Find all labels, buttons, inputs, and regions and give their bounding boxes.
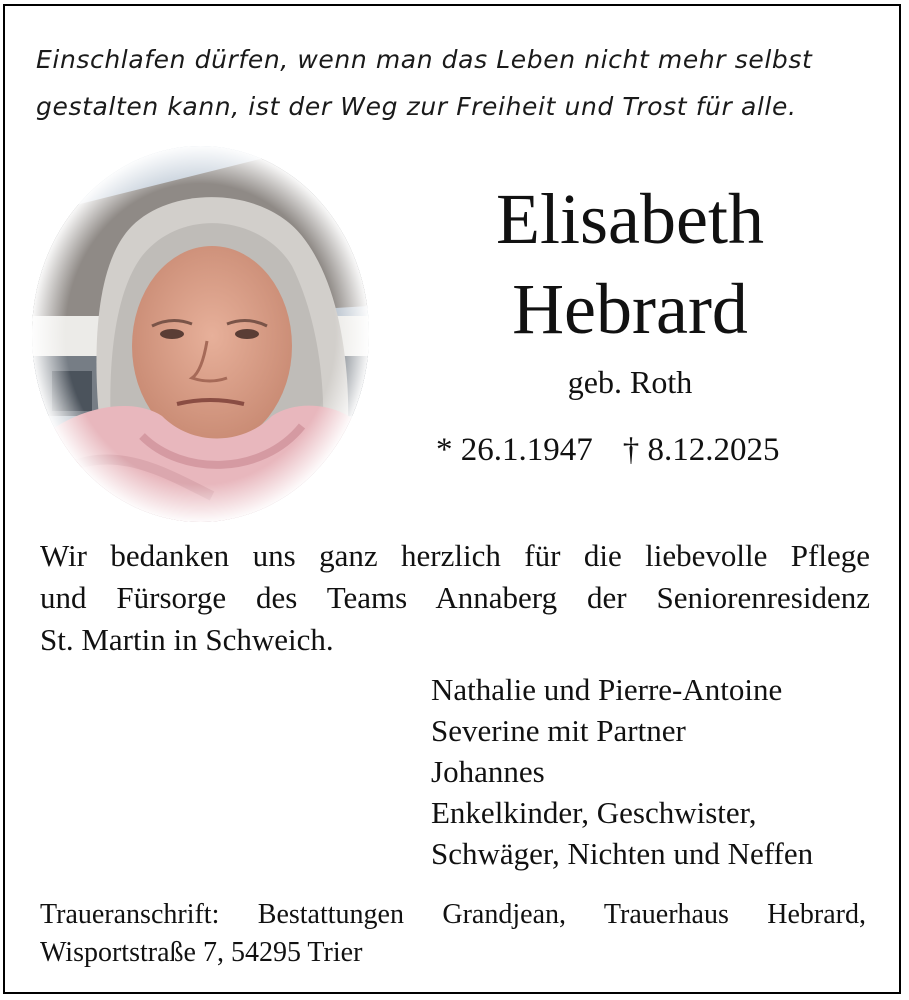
mourner-line: Johannes [431, 754, 545, 789]
motto-line-2: gestalten kann, ist der Weg zur Freiheit und Trost für alle. [36, 92, 797, 121]
deceased-first-name: Elisabeth [496, 179, 764, 259]
thanks-line-1: Wir bedanken uns ganz herzlich für die liebevolle Pflege [40, 538, 870, 573]
motto-line-1: Einschlafen dürfen, wenn man das Leben nicht mehr selbst [36, 45, 813, 74]
mourner-line: Enkelkinder, Geschwister, [431, 795, 757, 830]
birth-date: * 26.1.1947 [436, 432, 593, 468]
thanks-text [40, 535, 870, 661]
address-line-1: Traueranschrift: Bestattungen Grandjean, Trauerhaus Hebrard, [40, 899, 866, 930]
mourners-list [431, 669, 813, 874]
thanks-line-3: St. Martin in Schweich. [40, 622, 334, 657]
motto-quote [36, 36, 886, 130]
life-dates [436, 428, 780, 472]
condolence-address [40, 896, 866, 972]
thanks-line-2: und Fürsorge des Teams Annaberg der Seniorenresidenz [40, 580, 870, 615]
mourner-line: Severine mit Partner [431, 713, 686, 748]
maiden-name: geb. Roth [567, 364, 693, 400]
address-line-2: Wisportstraße 7, 54295 Trier [40, 937, 363, 968]
portrait-photo [32, 146, 369, 522]
death-date: † 8.12.2025 [622, 432, 780, 468]
mourner-line: Nathalie und Pierre-Antoine [431, 672, 783, 707]
mourner-line: Schwäger, Nichten und Neffen [431, 836, 814, 871]
deceased-last-name: Hebrard [512, 269, 748, 349]
